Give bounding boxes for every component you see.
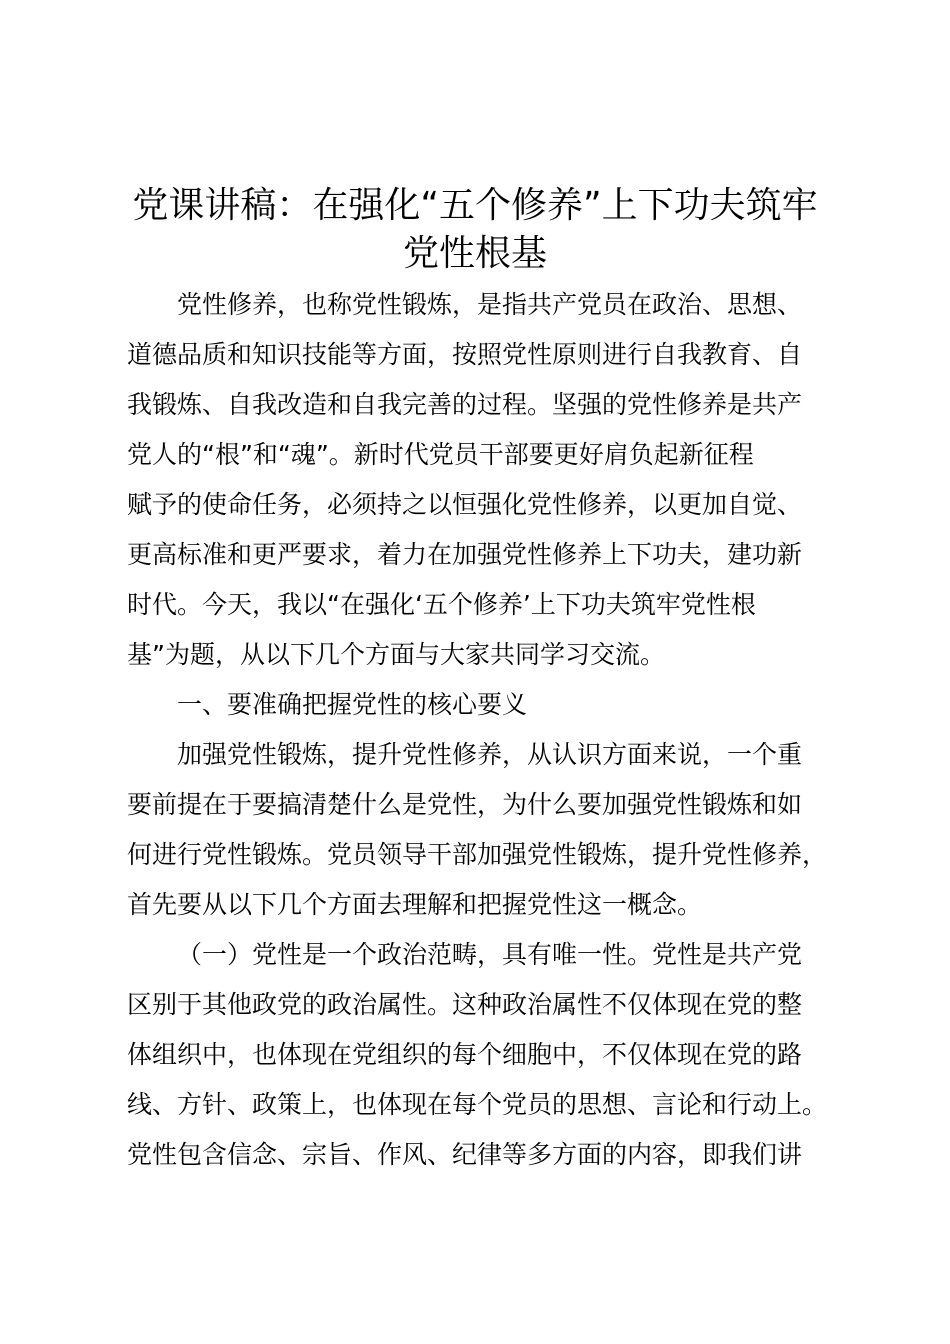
heading-line: 一、要准确把握党性的核心要义: [177, 690, 528, 719]
text-line: 首先要从以下几个方面去理解和把握党性这一概念。: [127, 890, 703, 919]
paragraph-section-1: [127, 730, 832, 930]
title-line: 党性根基: [402, 233, 547, 274]
text-line: 体组织中，也体现在党组织的每个细胞中，不仅体现在党的路: [127, 1040, 803, 1069]
text-line: 我锻炼、自我改造和自我完善的过程。坚强的党性修养是共产: [127, 390, 803, 419]
text-line: 更高标准和更严要求，着力在加强党性修养上下功夫，建功新: [127, 540, 803, 569]
title-line: 党课讲稿：在强化“五个修养”上下功夫筑牢: [132, 185, 818, 226]
text-line: 党性包含信念、宗旨、作风、纪律等多方面的内容，即我们讲: [127, 1140, 803, 1169]
text-line: 基”为题，从以下几个方面与大家共同学习交流。: [127, 640, 665, 669]
paragraph-subsection-1: [127, 930, 832, 1180]
text-line: 党人的“根”和“魂”。新时代党员干部要更好肩负起新征程: [127, 440, 754, 469]
text-line: 区别于其他政党的政治属性。这种政治属性不仅体现在党的整: [127, 990, 803, 1019]
text-line: 赋予的使命任务，必须持之以恒强化党性修养，以更加自觉、: [127, 490, 803, 519]
text-line: 加强党性锻炼，提升党性修养，从认识方面来说，一个重: [177, 740, 803, 769]
paragraph-intro: [127, 280, 832, 680]
section-heading-1: [127, 680, 832, 730]
text-line: 要前提在于要搞清楚什么是党性，为什么要加强党性锻炼和如: [127, 790, 803, 819]
text-line: 道德品质和知识技能等方面，按照党性原则进行自我教育、自: [127, 340, 803, 369]
document-title: [100, 182, 850, 278]
text-line: 线、方针、政策上，也体现在每个党员的思想、言论和行动上。: [127, 1090, 828, 1119]
text-line: 党性修养，也称党性锻炼，是指共产党员在政治、思想、: [177, 290, 803, 319]
document-body: [127, 280, 832, 1180]
text-line: 何进行党性锻炼。党员领导干部加强党性锻炼，提升党性修养，: [127, 840, 828, 869]
text-line: （一）党性是一个政治范畴，具有唯一性。党性是共产党: [177, 940, 803, 969]
text-line: 时代。今天，我以“在强化‘五个修养’上下功夫筑牢党性根: [127, 590, 756, 619]
